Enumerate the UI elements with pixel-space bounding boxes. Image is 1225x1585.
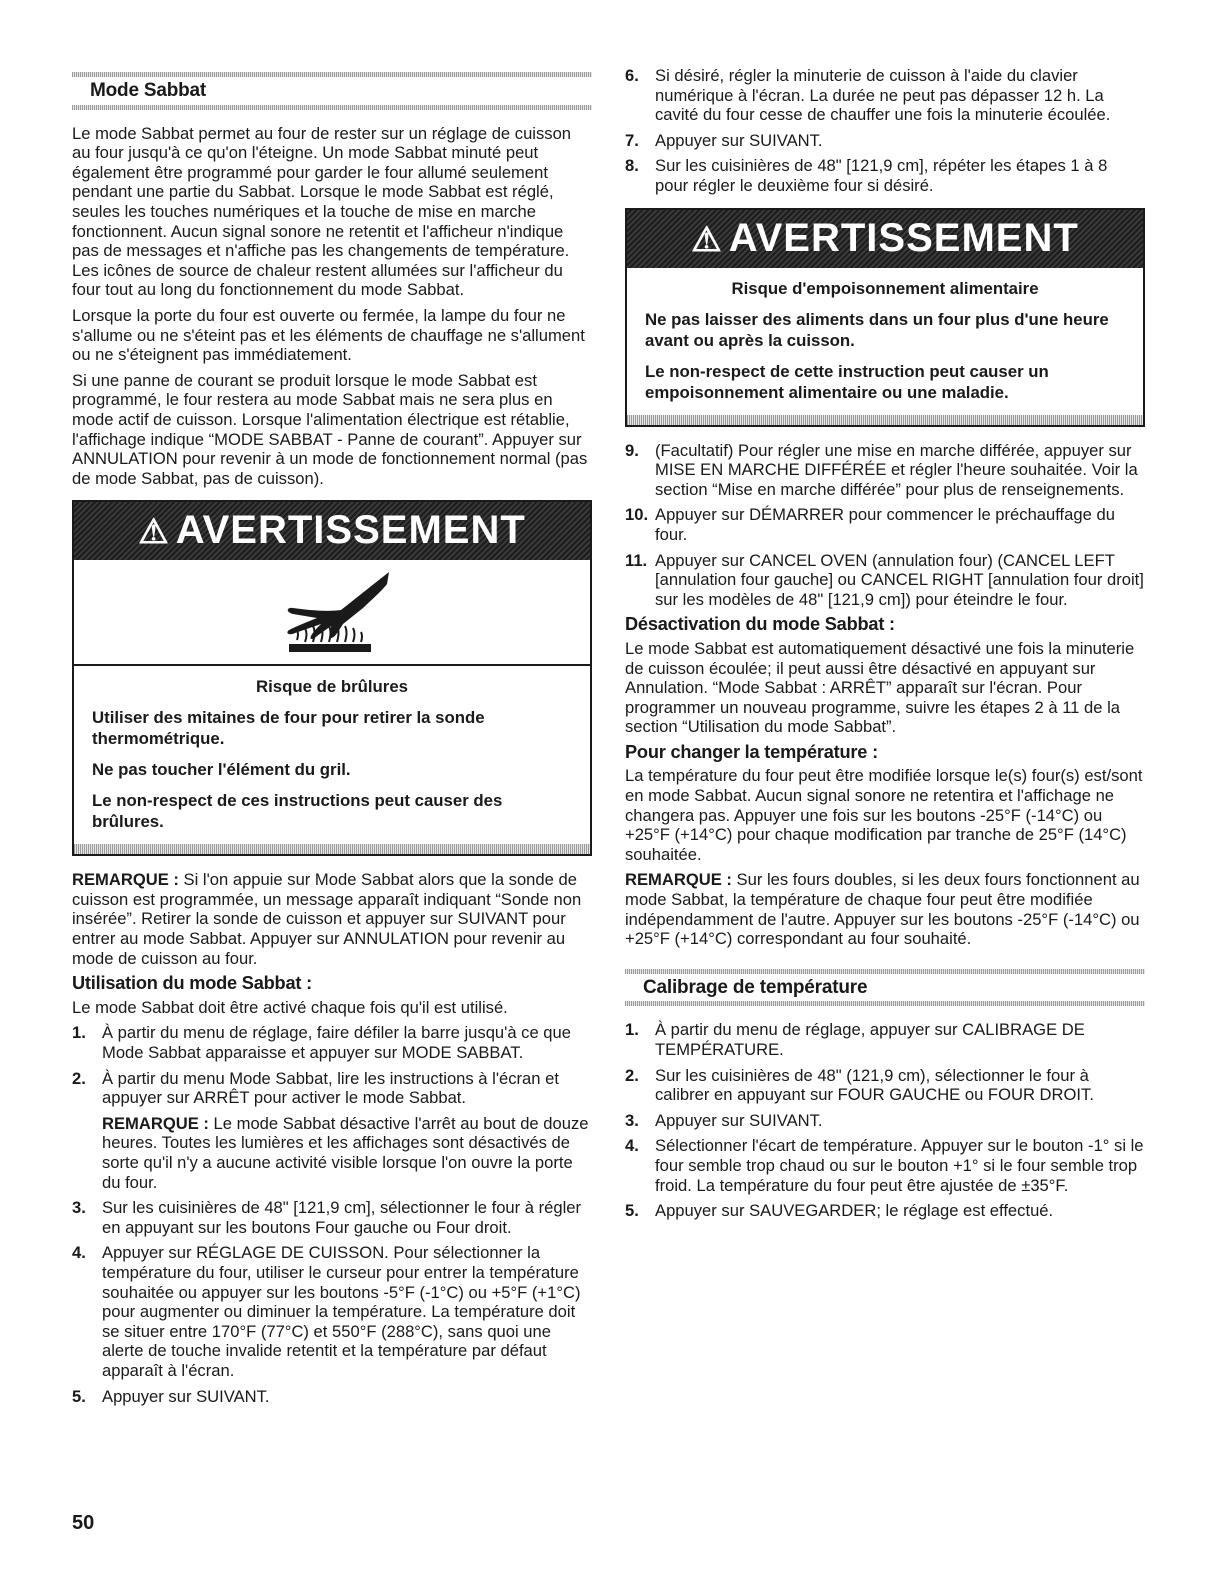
warning-banner-text: AVERTISSEMENT (728, 215, 1079, 260)
warning-footer-rule (627, 415, 1143, 425)
warning-banner (74, 502, 590, 560)
warning-line: Le non-respect de cette instruction peut causer un empoisonnement alimentaire ou une maladie. (645, 361, 1049, 402)
step-text: Appuyer sur CANCEL OVEN (annulation four) (CANCEL LEFT [annulation four gauche] ou CANCEL RIGHT [annulation four droit] sur les modèles de 48" [121,9 cm]) pour éteindre le four. (655, 550, 1144, 609)
step-text: À partir du menu de réglage, appuyer sur CALIBRAGE DE TEMPÉRATURE. (655, 1020, 1085, 1059)
list-item (72, 1023, 592, 1062)
warning-line: Le non-respect de ces instructions peut causer des brûlures. (92, 791, 503, 832)
usage-steps-continued (625, 66, 1145, 196)
step-number: 9. (625, 440, 639, 460)
step-number: 3. (72, 1198, 86, 1218)
step-number: 10. (625, 505, 649, 525)
list-item (72, 1243, 592, 1380)
usage-title: Utilisation du mode Sabbat : (72, 973, 312, 994)
list-item (625, 1201, 1145, 1221)
step-text: Appuyer sur SUIVANT. (102, 1386, 270, 1406)
list-item (625, 505, 1145, 544)
step-text: (Facultatif) Pour régler une mise en marche différée, appuyer sur MISE EN MARCHE DIFFÉRÉE et régler l'heure souhaitée. Voir la section “Mise en marche différée” pour plus de renseignements. (655, 440, 1138, 499)
step-number: 5. (72, 1386, 86, 1406)
remark-label: REMARQUE : (72, 870, 179, 890)
left-column (72, 72, 592, 1412)
section-title-mode-sabbat: Mode Sabbat (72, 72, 592, 110)
remark-text: Si l'on appuie sur Mode Sabbat alors que la sonde de cuisson est programmée, un message apparaît indiquant “Sonde non insérée”. Retirer la sonde de cuisson et appuyer sur SUIVANT pour entrer au mode Sabbat. Appuyer sur ANNULATION pour revenir au mode de cuisson au four. (72, 870, 582, 968)
warning-risk: Risque d'empoisonnement alimentaire (731, 278, 1039, 298)
burn-hazard-image (74, 560, 590, 666)
warning-banner-text: AVERTISSEMENT (175, 508, 526, 553)
step-number: 6. (625, 66, 639, 85)
step-number: 3. (625, 1110, 639, 1130)
step-text: Appuyer sur SUIVANT. (655, 130, 823, 150)
hand-burn-hazard-icon (267, 570, 397, 654)
list-item (625, 1020, 1145, 1059)
step-number: 11. (625, 550, 648, 570)
list-item (72, 1198, 592, 1237)
remark-label: REMARQUE : (102, 1113, 209, 1133)
step-text: Appuyer sur SAUVEGARDER; le réglage est effectué. (655, 1201, 1054, 1221)
calibration-steps (625, 1020, 1145, 1220)
warning-footer-rule (74, 844, 590, 854)
list-item (625, 1136, 1145, 1195)
warning-body (627, 268, 1143, 415)
step-text: Appuyer sur DÉMARRER pour commencer le préchauffage du four. (655, 505, 1115, 544)
step-text: Sélectionner l'écart de température. Appuyer sur le bouton -1° si le four semble trop chaud ou sur le bouton +1° si le four semble trop froid. La température du four peut être ajustée de ±35°F. (655, 1136, 1144, 1195)
warning-line: Ne pas toucher l'élément du gril. (92, 760, 351, 780)
warning-triangle-icon: ⚠ (691, 220, 723, 259)
list-item (625, 1066, 1145, 1105)
usage-intro: Le mode Sabbat doit être activé chaque fois qu'il est utilisé. (72, 997, 508, 1017)
intro-paragraph: Si une panne de courant se produit lorsque le mode Sabbat est programmé, le four restera au mode Sabbat mais ne sera plus en mode actif de cuisson. Lorsque l'alimentation électrique est rétablie, l'affichage indique “MODE SABBAT - Panne de courant”. Appuyer sur ANNULATION pour revenir à un mode de fonctionnement normal (pas de mode Sabbat, pas de cuisson). (72, 370, 588, 488)
list-item (625, 156, 1145, 195)
list-item (625, 66, 1145, 125)
deactivation-title: Désactivation du mode Sabbat : (625, 614, 895, 635)
temperature-title: Pour changer la température : (625, 741, 878, 762)
list-item (625, 551, 1145, 610)
step-text: Sur les cuisinières de 48" [121,9 cm], répéter les étapes 1 à 8 pour régler le deuxième four si désiré. (655, 156, 1108, 195)
step-text: Si désiré, régler la minuterie de cuisson à l'aide du clavier numérique à l'écran. La durée ne peut pas dépasser 12 h. La cavité du four cesse de chauffer une fois la minuterie écoulée. (655, 66, 1111, 125)
usage-steps-final (625, 441, 1145, 610)
temperature-text: La température du four peut être modifiée lorsque le(s) four(s) est/sont en mode Sabbat. Aucun signal sonore ne retentira et l'affichage ne changera pas. Appuyer une fois sur les boutons -25°F (-14°C) ou +25°F (+14°C) pour chaque modification par tranche de 25°F (14°C) souhaitée. (625, 766, 1143, 864)
remark-probe (72, 870, 592, 968)
step-text: Sur les cuisinières de 48" (121,9 cm), sélectionner le four à calibrer en appuyant sur FOUR GAUCHE ou FOUR DROIT. (655, 1065, 1094, 1105)
intro-paragraph: Lorsque la porte du four est ouverte ou fermée, la lampe du four ne s'allume ou ne s'éteint pas et les éléments de chauffage ne s'allument ou ne s'éteignent pas immédiatement. (72, 305, 585, 365)
warning-triangle-icon: ⚠ (138, 513, 170, 552)
section-title-calibration: Calibrage de température (625, 969, 1145, 1007)
step-remark (102, 1114, 592, 1192)
warning-body (74, 666, 590, 844)
step-number: 7. (625, 130, 639, 150)
warning-risk: Risque de brûlures (256, 677, 408, 697)
step-text: Appuyer sur RÉGLAGE DE CUISSON. Pour sélectionner la température du four, utiliser le curseur pour entrer la température souhaitée ou appuyer sur les boutons -5°F (-1°C) ou +5°F (+1°C) pour augmenter ou diminuer la température. La température doit se situer entre 170°F (77°C) et 550°F (288°C), sans quoi une alerte de touche invalide retentit et la température par défaut apparaît à l'écran. (102, 1243, 581, 1380)
list-item (72, 1387, 592, 1407)
step-text: À partir du menu de réglage, faire défiler la barre jusqu'à ce que Mode Sabbat apparaisse et appuyer sur MODE SABBAT. (102, 1023, 571, 1063)
warning-box-food (625, 208, 1145, 427)
remark-text: Sur les fours doubles, si les deux fours fonctionnent au mode Sabbat, la température de chaque four peut être modifiée indépendamment de l'autre. Appuyer sur les boutons -25°F (-14°C) ou +25°F (+14°C) correspondant au four souhaité. (625, 870, 1140, 949)
step-number: 5. (625, 1201, 639, 1221)
warning-line: Ne pas laisser des aliments dans un four plus d'une heure avant ou après la cuisson. (645, 309, 1109, 350)
deactivation-text: Le mode Sabbat est automatiquement désactivé une fois la minuterie de cuisson écoulée; il peut aussi être désactivé en appuyant sur Annulation. “Mode Sabbat : ARRÊT” apparaît sur l'écran. Pour programmer un nouveau programme, suivre les étapes 2 à 11 de la section “Utilisation du mode Sabbat”. (625, 638, 1135, 737)
list-item (625, 131, 1145, 151)
list-item (625, 441, 1145, 500)
step-number: 2. (625, 1065, 639, 1085)
page-number: 50 (72, 1512, 95, 1534)
step-number: 8. (625, 156, 639, 176)
remark-text: Le mode Sabbat désactive l'arrêt au bout de douze heures. Toutes les lumières et les affichages sont désactivés de sorte qu'il n'y a aucune activité visible lorsque l'on ouvre la porte du four. (102, 1113, 589, 1192)
warning-banner (627, 210, 1143, 268)
usage-steps (72, 1023, 592, 1406)
step-number: 4. (625, 1136, 639, 1156)
list-item (625, 1111, 1145, 1131)
intro-paragraph: Le mode Sabbat permet au four de rester sur un réglage de cuisson au four jusqu'à ce qu'on l'éteigne. Un mode Sabbat minuté peut également être programmé pour garder le four allumé seulement pendant une partie du Sabbat. Lorsque le mode Sabbat est réglé, seules les touches numériques et la touche de mise en marche fonctionnent. Aucun signal sonore ne retentit et l'afficheur n'indique pas de messages et n'affiche pas les changements de température. Les icônes de source de chaleur restent allumées sur l'afficheur du four tout au long du fonctionnement du mode Sabbat. (72, 123, 572, 300)
step-text: À partir du menu Mode Sabbat, lire les instructions à l'écran et appuyer sur ARRÊT pour activer le mode Sabbat. (102, 1068, 559, 1108)
remark-double-oven (625, 870, 1145, 948)
list-item (72, 1069, 592, 1193)
step-number: 1. (625, 1020, 639, 1040)
remark-label: REMARQUE : (625, 870, 732, 890)
warning-line: Utiliser des mitaines de four pour retirer la sonde thermométrique. (92, 708, 485, 749)
step-text: Appuyer sur SUIVANT. (655, 1110, 823, 1130)
step-number: 1. (72, 1023, 86, 1043)
step-text: Sur les cuisinières de 48" [121,9 cm], sélectionner le four à régler en appuyant sur les boutons Four gauche ou Four droit. (102, 1198, 582, 1237)
step-number: 4. (72, 1243, 86, 1263)
warning-box-burn (72, 500, 592, 856)
step-number: 2. (72, 1068, 86, 1088)
right-column (625, 66, 1145, 1227)
